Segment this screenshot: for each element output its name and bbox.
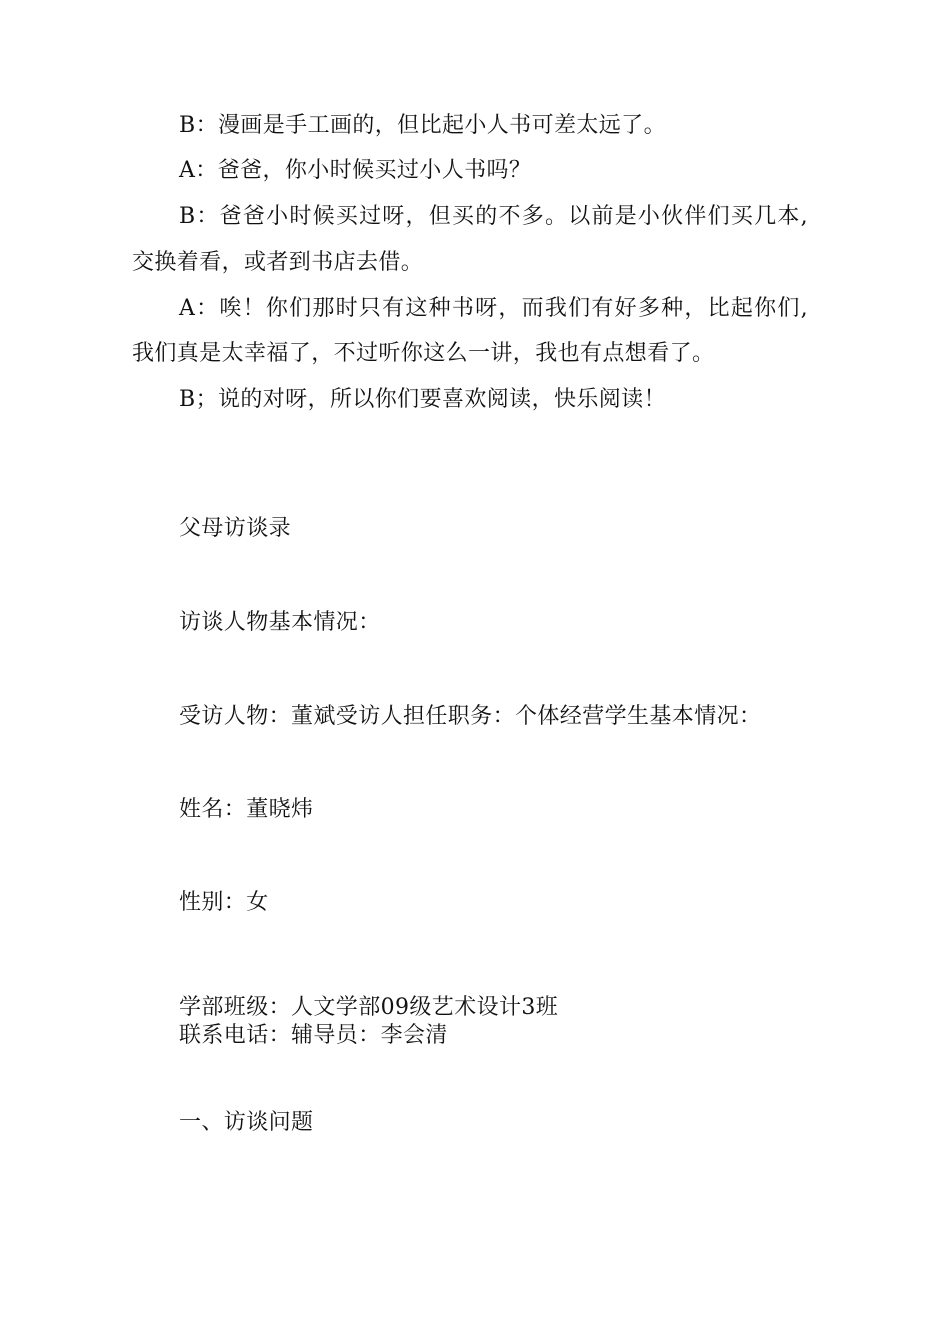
dialogue-line-5: B；说的对呀，所以你们要喜欢阅读，快乐阅读！ — [179, 387, 666, 412]
dialogue-line-2: A：爸爸，你小时候买过小人书吗？ — [179, 158, 532, 183]
dialogue-line-4a: A：唉！你们那时只有这种书呀，而我们有好多种，比起你们, — [179, 296, 808, 321]
section-title: 父母访谈录 — [179, 516, 292, 541]
dialogue-line-3a: B：爸爸小时候买过呀，但买的不多。以前是小伙伴们买几本, — [179, 204, 808, 229]
class-line: 学部班级：人文学部09级艺术设计3班 — [179, 995, 559, 1020]
interviewee-line: 受访人物：董斌受访人担任职务：个体经营学生基本情况： — [179, 704, 762, 729]
dialogue-line-1: B：漫画是手工画的，但比起小人书可差太远了。 — [179, 113, 666, 138]
dialogue-line-3b: 交换着看，或者到书店去借。 — [132, 250, 424, 275]
dialogue-line-4b: 我们真是太幸福了，不过听你这么一讲，我也有点想看了。 — [132, 341, 715, 366]
basic-info-heading: 访谈人物基本情况： — [179, 610, 381, 635]
gender-line: 性别：女 — [179, 890, 269, 915]
name-line: 姓名：董晓炜 — [179, 797, 314, 822]
questions-heading: 一、访谈问题 — [179, 1110, 314, 1135]
contact-line: 联系电话：辅导员：李会清 — [179, 1023, 448, 1048]
